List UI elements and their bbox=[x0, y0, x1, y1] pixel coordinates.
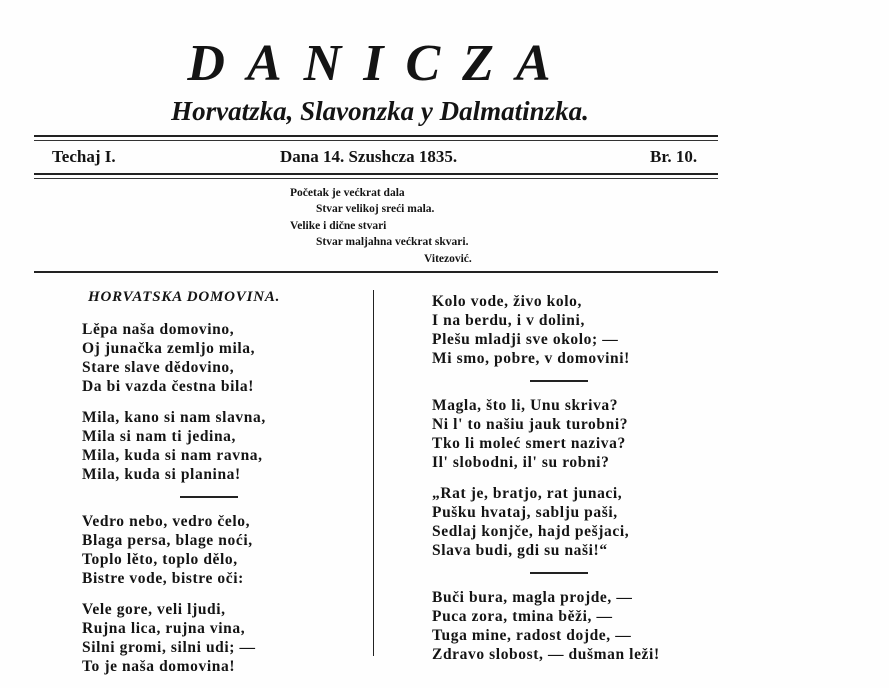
verse-line: Kolo vode, živo kolo, bbox=[432, 293, 582, 310]
verse-line: Tko li moleć smert naziva? bbox=[432, 435, 626, 452]
stanza bbox=[432, 292, 660, 368]
epigraph-line: Stvar maljahna većkrat skvari. bbox=[316, 236, 469, 249]
header-rule-top-thin bbox=[34, 140, 718, 141]
epigraph-rule bbox=[34, 271, 718, 273]
verse-line: Ni l' to našiu jauk turobni? bbox=[432, 416, 629, 433]
epigraph-author: Vitezović. bbox=[424, 252, 472, 265]
verse-line: I na berdu, i v dolini, bbox=[432, 312, 585, 329]
verse-line: Sedlaj konjče, hajd pešjaci, bbox=[432, 523, 630, 540]
poem-title: HORVATSKA DOMOVINA. bbox=[88, 289, 281, 305]
verse-line: To je naša domovina! bbox=[82, 658, 236, 675]
stanza bbox=[432, 396, 660, 472]
verse-line: Toplo lěto, toplo dělo, bbox=[82, 551, 238, 568]
verse-line: Rujna lica, rujna vina, bbox=[82, 620, 246, 637]
verse-line: Tuga mine, radost dojde, — bbox=[432, 627, 632, 644]
header-rule-bottom-thin bbox=[34, 178, 718, 179]
stanza bbox=[432, 484, 660, 560]
stanza bbox=[82, 512, 280, 588]
poem-column-2 bbox=[432, 292, 660, 676]
epigraph bbox=[290, 185, 472, 267]
issue-date: Dana 14. Szushcza 1835. bbox=[280, 147, 458, 166]
verse-line: Slava budi, gdi su naši!“ bbox=[432, 542, 608, 559]
header-rule-top bbox=[34, 135, 718, 137]
verse-line: Blaga persa, blage noći, bbox=[82, 532, 253, 549]
verse-line: Pušku hvataj, sablju paši, bbox=[432, 504, 618, 521]
volume-label: Techaj I. bbox=[52, 147, 116, 166]
verse-line: Puca zora, tmina běži, — bbox=[432, 608, 613, 625]
stanza-separator bbox=[530, 380, 588, 382]
column-divider bbox=[373, 290, 374, 656]
verse-line: Mila, kuda si planina! bbox=[82, 466, 241, 483]
verse-line: „Rat je, bratjo, rat junaci, bbox=[432, 485, 623, 502]
stanza bbox=[82, 320, 280, 396]
poem-column-1 bbox=[82, 288, 280, 688]
verse-line: Magla, što li, Unu skriva? bbox=[432, 397, 619, 414]
verse-line: Stare slave dědovino, bbox=[82, 359, 235, 376]
verse-line: Il' slobodni, il' su robni? bbox=[432, 454, 610, 471]
stanza-separator bbox=[180, 496, 238, 498]
verse-line: Buči bura, magla projde, — bbox=[432, 589, 633, 606]
verse-line: Mila si nam ti jedina, bbox=[82, 428, 236, 445]
verse-line: Plešu mladji sve okolo; — bbox=[432, 331, 619, 348]
issue-number: Br. 10. bbox=[650, 147, 698, 166]
stanza bbox=[432, 588, 660, 664]
verse-line: Mila, kuda si nam ravna, bbox=[82, 447, 263, 464]
verse-line: Da bi vazda čestna bila! bbox=[82, 378, 254, 395]
verse-line: Mi smo, pobre, v domovini! bbox=[432, 350, 630, 367]
verse-line: Zdravo slobost, — dušman leži! bbox=[432, 646, 660, 663]
stanza-separator bbox=[530, 572, 588, 574]
verse-line: Silni gromi, silni udi; — bbox=[82, 639, 256, 656]
epigraph-line: Početak je većkrat dala bbox=[290, 187, 405, 199]
verse-line: Lěpa naša domovino, bbox=[82, 321, 235, 338]
verse-line: Vele gore, veli ljudi, bbox=[82, 601, 226, 618]
header-rule-bottom bbox=[34, 173, 718, 175]
verse-line: Mila, kano si nam slavna, bbox=[82, 409, 266, 426]
stanza bbox=[82, 408, 280, 484]
epigraph-line: Velike i dične stvari bbox=[290, 219, 387, 232]
newspaper-title: DANICZA bbox=[187, 35, 573, 92]
verse-line: Vedro nebo, vedro čelo, bbox=[82, 513, 251, 530]
epigraph-line: Stvar velikoj sreći mala. bbox=[316, 203, 435, 216]
verse-line: Oj junačka zemljo mila, bbox=[82, 340, 256, 357]
newspaper-subtitle: Horvatzka, Slavonzka y Dalmatinzka. bbox=[171, 96, 589, 126]
stanza bbox=[82, 600, 280, 676]
verse-line: Bistre vode, bistre oči: bbox=[82, 570, 244, 587]
